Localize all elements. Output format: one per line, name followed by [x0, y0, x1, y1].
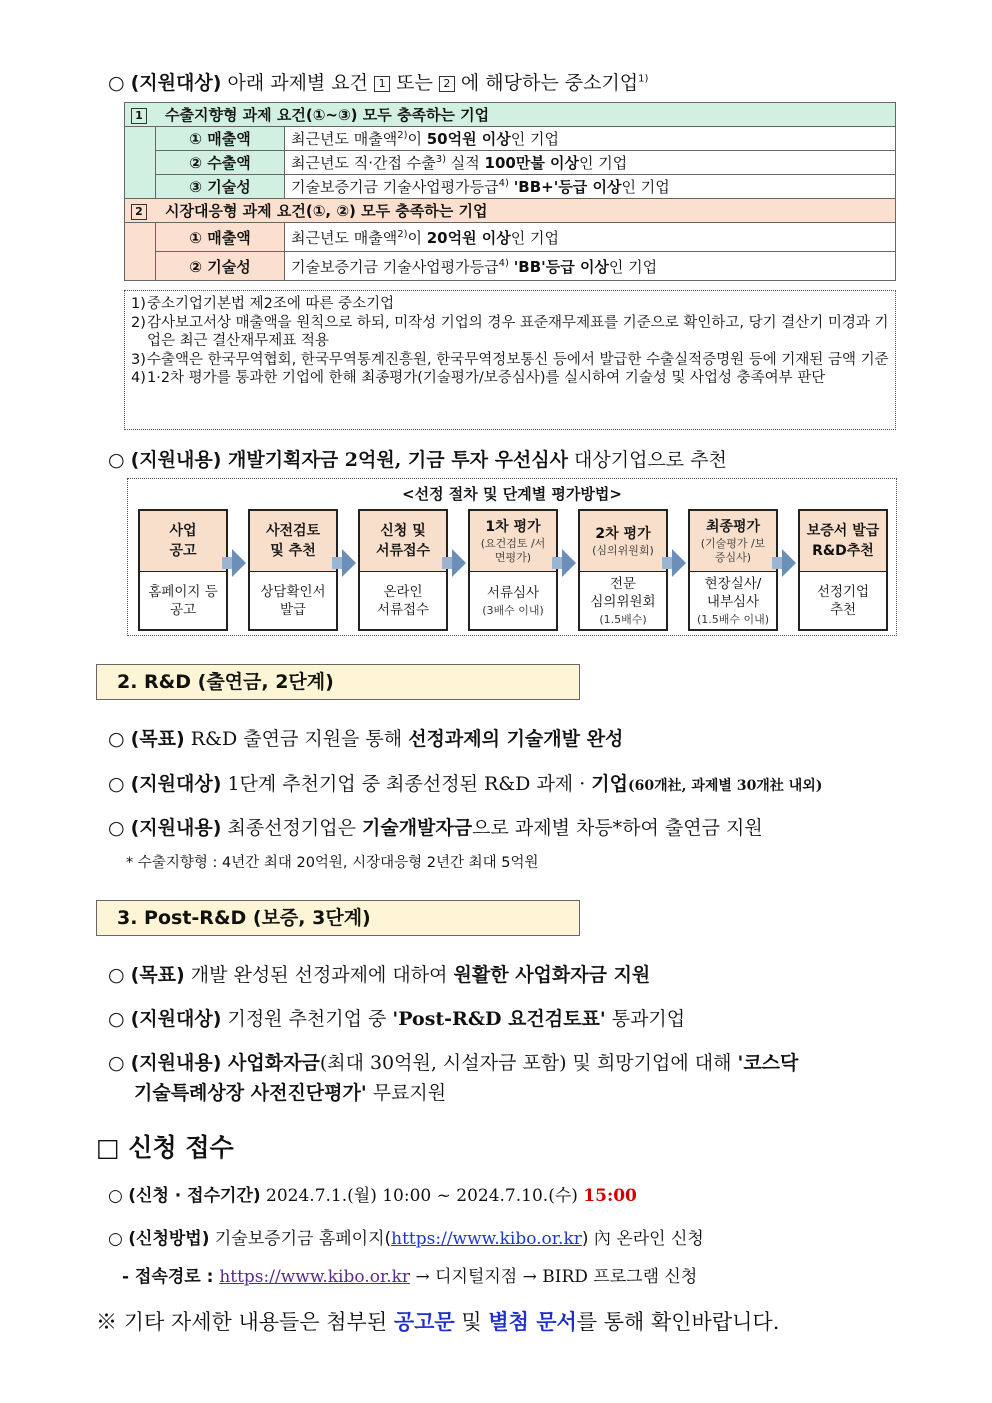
table-row: ② 기술성 기술보증기금 기술사업평가등급$^{4)}$ 'BB'등급 이상인 기업	[125, 252, 896, 281]
flow-step-7: 보증서 발급 R&D추천 선정기업 추천	[798, 509, 888, 631]
requirements-table	[124, 102, 896, 281]
flow-arrow-icon	[342, 549, 356, 577]
flow-arrow-icon	[672, 549, 686, 577]
flow-step-3: 신청 및 서류접수 온라인 서류접수	[358, 509, 448, 631]
flow-title: <선정 절차 및 단계별 평가방법>	[402, 485, 622, 503]
flow-arrow-icon	[232, 549, 246, 577]
table-row: ① 매출액 최근년도 매출액$^{2)}$이 20억원 이상인 기업	[125, 223, 896, 252]
apply-title: □ 신청 접수	[96, 1133, 234, 1162]
group1-header	[125, 103, 896, 127]
flow-step-1: 사업 공고 홈페이지 등 공고	[138, 509, 228, 631]
group1-title: 수출지향형 과제 요건(①~③) 모두 충족하는 기업	[165, 106, 490, 124]
flow-step-6: 최종평가 (기술평가 /보증심사) 현장실사/ 내부심사 (1.5배수 이내)	[688, 509, 778, 631]
footnote: 1) 중소기업기본법 제2조에 따른 중소기업	[131, 296, 395, 312]
box-1: 1	[374, 76, 390, 92]
apply-period-line: ○ (신청 · 접수기간) 2024.7.1.(월) 10:00 ~ 2024.7.10.(수) 15:00	[108, 1186, 637, 1206]
section-3-header: 3. Post-R&D (보증, 3단계)	[96, 900, 580, 936]
flow-arrow-icon	[562, 549, 576, 577]
s2-target-line: ○ (지원대상) 1단계 추천기업 중 최종선정된 R&D 과제 · 기업(60개社, 과제별 30개社 내외)	[108, 773, 823, 795]
support-target-label: (지원대상)	[130, 72, 222, 94]
apply-route-line: - 접속경로 : https://www.kibo.or.kr → 디지털지점 → BIRD 프로그램 신청	[122, 1267, 698, 1287]
closing-note: ※ 기타 자세한 내용들은 첨부된 공고문 및 별첨 문서를 통해 확인바랍니다.	[96, 1309, 780, 1334]
footnote: 2) 감사보고서상 매출액을 원칙으로 하되, 미작성 기업의 경우 표준재무제표를 기준으로 확인하고, 당기 결산기 미경과 기업은 최근 결산재무제표 적용	[131, 314, 889, 349]
s3-goal-line: ○ (목표) 개발 완성된 선정과제에 대하여 원활한 사업화자금 지원	[108, 964, 651, 986]
table-row: ① 매출액 최근년도 매출액$^{2)}$이 50억원 이상인 기업	[125, 127, 896, 151]
table-row: ③ 기술성 기술보증기금 기술사업평가등급$^{4)}$ 'BB+'등급 이상인 기업	[125, 175, 896, 199]
footnotes-box	[124, 290, 896, 430]
group2-box: 2	[131, 204, 147, 220]
footnote: 4) 1·2차 평가를 통과한 기업에 한해 최종평가(기술평가/보증심사)를 실시하여 기술성 및 사업성 충족여부 판단	[131, 370, 826, 386]
table-row: ② 수출액 최근년도 직·간접 수출$^{3)}$ 실적 100만불 이상인 기업	[125, 151, 896, 175]
flow-step-5: 2차 평가 (심의위원회) 전문 심의위원회 (1.5배수)	[578, 509, 668, 631]
group2-title: 시장대응형 과제 요건(①, ②) 모두 충족하는 기업	[165, 202, 488, 220]
s2-content-line: ○ (지원내용) 최종선정기업은 기술개발자금으로 과제별 차등*하여 출연금 지원	[108, 817, 763, 839]
s2-goal-line: ○ (목표) R&D 출연금 지원을 통해 선정과제의 기술개발 완성	[108, 728, 624, 750]
support-content-line: ○ (지원내용) 개발기획자금 2억원, 기금 투자 우선심사 대상기업으로 추천	[108, 449, 727, 471]
s3-target-line: ○ (지원대상) 기정원 추천기업 중 'Post-R&D 요건검토표' 통과기업	[108, 1008, 686, 1030]
apply-method-line: ○ (신청방법) 기술보증기금 홈페이지(https://www.kibo.or.kr) 內 온라인 신청	[108, 1229, 704, 1249]
selection-process-flow	[127, 478, 897, 636]
support-target-line: ○ (지원대상) 아래 과제별 요건 1 또는 2 에 해당하는 중소기업$^{1)}$	[108, 72, 649, 94]
s3-content-line-2: 기술특례상장 사전진단평가' 무료지원	[134, 1082, 447, 1104]
kibo-route-link[interactable]: https://www.kibo.or.kr	[219, 1267, 411, 1287]
footnote: 3) 수출액은 한국무역협회, 한국무역통계진흥원, 한국무역정보통신 등에서 발급한 수출실적증명원 등에 기재된 금액 기준	[131, 351, 889, 368]
flow-arrow-icon	[782, 549, 796, 577]
s2-note: * 수출지향형 : 4년간 최대 20억원, 시장대응형 2년간 최대 5억원	[126, 855, 539, 871]
section-2-header: 2. R&D (출연금, 2단계)	[96, 664, 580, 700]
flow-step-4: 1차 평가 (요건검토 /서면평가) 서류심사 (3배수 이내)	[468, 509, 558, 631]
flow-step-2: 사전검토 및 추천 상담확인서 발급	[248, 509, 338, 631]
kibo-link[interactable]: https://www.kibo.or.kr	[391, 1229, 582, 1249]
flow-arrow-icon	[452, 549, 466, 577]
s3-content-line: ○ (지원내용) 사업화자금(최대 30억원, 시설자금 포함) 및 희망기업에 대해 '코스닥	[108, 1052, 799, 1074]
box-2: 2	[439, 76, 455, 92]
group1-box: 1	[131, 108, 147, 124]
group2-header	[125, 199, 896, 223]
